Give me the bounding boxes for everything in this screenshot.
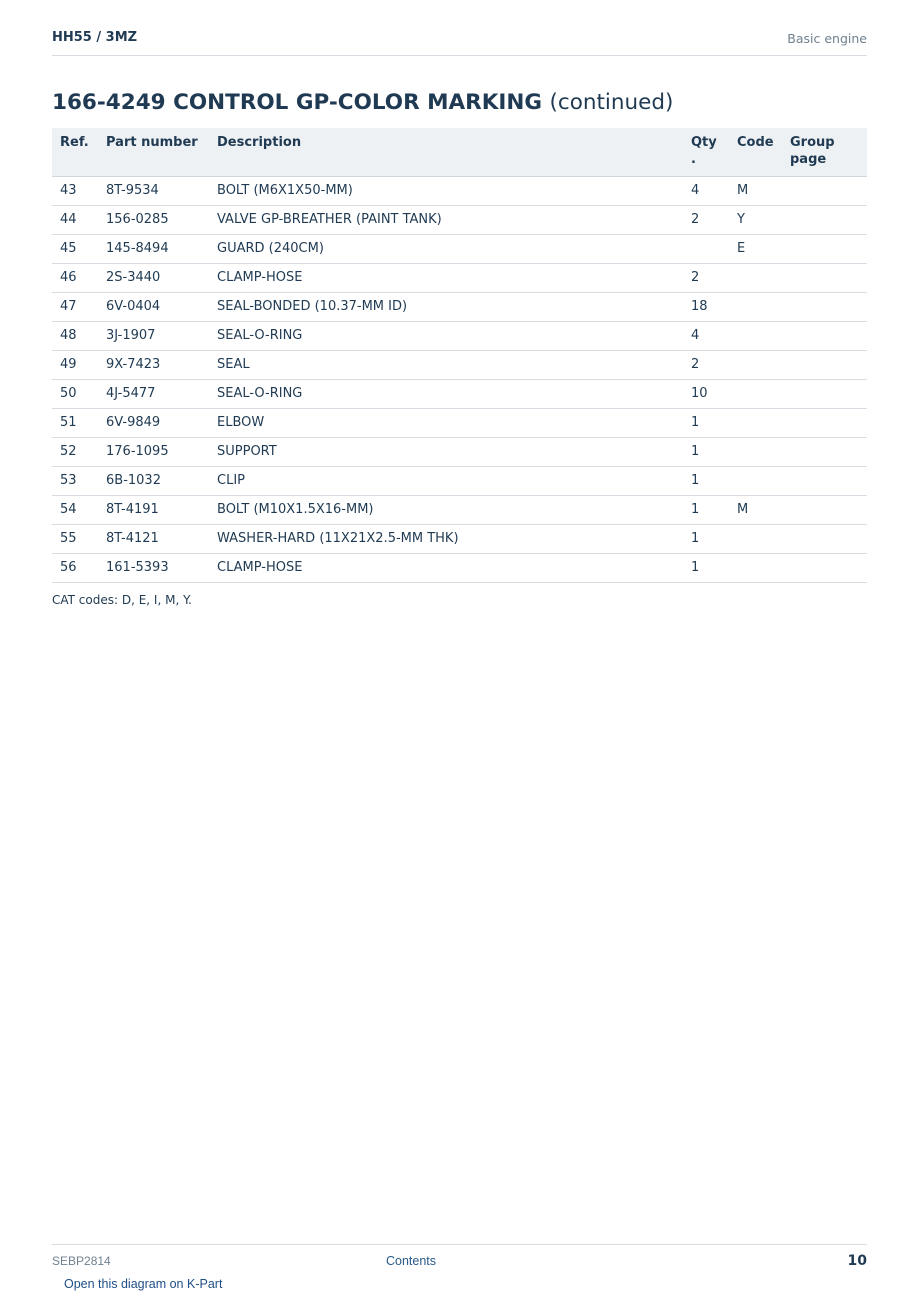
cell-group-page [782, 467, 867, 496]
cell-part-number: 176-1095 [98, 438, 209, 467]
cell-code [729, 293, 782, 322]
table-row [52, 293, 867, 322]
cell-qty: 4 [683, 177, 729, 206]
cell-ref: 48 [52, 322, 98, 351]
cell-part-number: 156-0285 [98, 206, 209, 235]
cell-part-number: 9X-7423 [98, 351, 209, 380]
cell-code: M [729, 177, 782, 206]
cell-group-page [782, 496, 867, 525]
cell-code [729, 409, 782, 438]
cell-qty: 18 [683, 293, 729, 322]
cell-qty: 1 [683, 525, 729, 554]
cell-ref: 47 [52, 293, 98, 322]
table-row [52, 177, 867, 206]
cell-description: VALVE GP-BREATHER (PAINT TANK) [209, 206, 683, 235]
cell-qty: 2 [683, 264, 729, 293]
cell-code: M [729, 496, 782, 525]
breadcrumb: HH55 / 3MZ [52, 30, 138, 45]
cell-qty [683, 235, 729, 264]
cell-description: SEAL-BONDED (10.37-MM ID) [209, 293, 683, 322]
cell-part-number: 8T-4191 [98, 496, 209, 525]
cell-ref: 55 [52, 525, 98, 554]
cell-group-page [782, 380, 867, 409]
cell-group-page [782, 177, 867, 206]
cell-group-page [782, 554, 867, 583]
cell-group-page [782, 351, 867, 380]
table-row [52, 525, 867, 554]
parts-table-body [52, 177, 867, 583]
kpart-diagram-link[interactable]: Open this diagram on K-Part [64, 1277, 223, 1291]
table-row [52, 438, 867, 467]
header-ref: Ref. [52, 128, 98, 177]
header-group-page: Group page [782, 128, 867, 177]
cell-code [729, 351, 782, 380]
cell-code [729, 438, 782, 467]
cell-ref: 54 [52, 496, 98, 525]
cell-ref: 49 [52, 351, 98, 380]
cat-codes-note: CAT codes: D, E, I, M, Y. [52, 593, 192, 607]
table-row [52, 409, 867, 438]
table-row [52, 264, 867, 293]
page-header [52, 28, 867, 56]
cell-qty: 10 [683, 380, 729, 409]
cell-part-number: 8T-9534 [98, 177, 209, 206]
cell-description: CLAMP-HOSE [209, 264, 683, 293]
table-row [52, 496, 867, 525]
cell-qty: 1 [683, 554, 729, 583]
header-part-number: Part number [98, 128, 209, 177]
table-header-row [52, 128, 867, 177]
cell-qty: 1 [683, 496, 729, 525]
cell-description: SEAL [209, 351, 683, 380]
section-name: Basic engine [787, 31, 867, 46]
cell-code [729, 380, 782, 409]
page-title [52, 90, 673, 115]
cell-description: WASHER-HARD (11X21X2.5-MM THK) [209, 525, 683, 554]
cell-qty: 2 [683, 206, 729, 235]
cell-description: SUPPORT [209, 438, 683, 467]
cell-qty: 1 [683, 438, 729, 467]
cell-description: BOLT (M10X1.5X16-MM) [209, 496, 683, 525]
parts-table [52, 128, 867, 583]
table-row [52, 206, 867, 235]
table-row [52, 467, 867, 496]
cell-group-page [782, 235, 867, 264]
cell-ref: 53 [52, 467, 98, 496]
cell-group-page [782, 438, 867, 467]
table-row [52, 380, 867, 409]
header-qty: Qty . [683, 128, 729, 177]
page-footer [52, 1244, 867, 1295]
cell-description: SEAL-O-RING [209, 380, 683, 409]
cell-group-page [782, 206, 867, 235]
cell-group-page [782, 409, 867, 438]
cell-description: ELBOW [209, 409, 683, 438]
cell-code: Y [729, 206, 782, 235]
cell-part-number: 3J-1907 [98, 322, 209, 351]
cell-part-number: 2S-3440 [98, 264, 209, 293]
cell-part-number: 6B-1032 [98, 467, 209, 496]
cell-group-page [782, 322, 867, 351]
cell-part-number: 8T-4121 [98, 525, 209, 554]
cell-group-page [782, 525, 867, 554]
cell-group-page [782, 264, 867, 293]
cell-description: CLIP [209, 467, 683, 496]
cell-ref: 43 [52, 177, 98, 206]
contents-link[interactable]: Contents [386, 1254, 437, 1268]
cell-ref: 50 [52, 380, 98, 409]
cell-ref: 56 [52, 554, 98, 583]
cell-description: BOLT (M6X1X50-MM) [209, 177, 683, 206]
cell-ref: 44 [52, 206, 98, 235]
cell-part-number: 6V-0404 [98, 293, 209, 322]
header-code: Code [729, 128, 782, 177]
table-row [52, 554, 867, 583]
cell-qty: 1 [683, 467, 729, 496]
cell-part-number: 6V-9849 [98, 409, 209, 438]
cell-qty: 1 [683, 409, 729, 438]
cell-description: SEAL-O-RING [209, 322, 683, 351]
document-id: SEBP2814 [52, 1254, 111, 1268]
cell-code: E [729, 235, 782, 264]
table-row [52, 322, 867, 351]
table-row [52, 351, 867, 380]
cell-code [729, 554, 782, 583]
cell-part-number: 145-8494 [98, 235, 209, 264]
cell-code [729, 322, 782, 351]
cell-ref: 51 [52, 409, 98, 438]
cell-ref: 52 [52, 438, 98, 467]
cell-code [729, 525, 782, 554]
cell-part-number: 4J-5477 [98, 380, 209, 409]
cell-ref: 45 [52, 235, 98, 264]
cell-qty: 4 [683, 322, 729, 351]
cell-description: GUARD (240CM) [209, 235, 683, 264]
cell-qty: 2 [683, 351, 729, 380]
cell-description: CLAMP-HOSE [209, 554, 683, 583]
cell-group-page [782, 293, 867, 322]
title-suffix: (continued) [549, 90, 674, 115]
header-description: Description [209, 128, 683, 177]
cell-code [729, 264, 782, 293]
table-row [52, 235, 867, 264]
cell-ref: 46 [52, 264, 98, 293]
title-main: 166-4249 CONTROL GP-COLOR MARKING [52, 90, 543, 115]
cell-code [729, 467, 782, 496]
page-number: 10 [847, 1253, 867, 1269]
cell-part-number: 161-5393 [98, 554, 209, 583]
